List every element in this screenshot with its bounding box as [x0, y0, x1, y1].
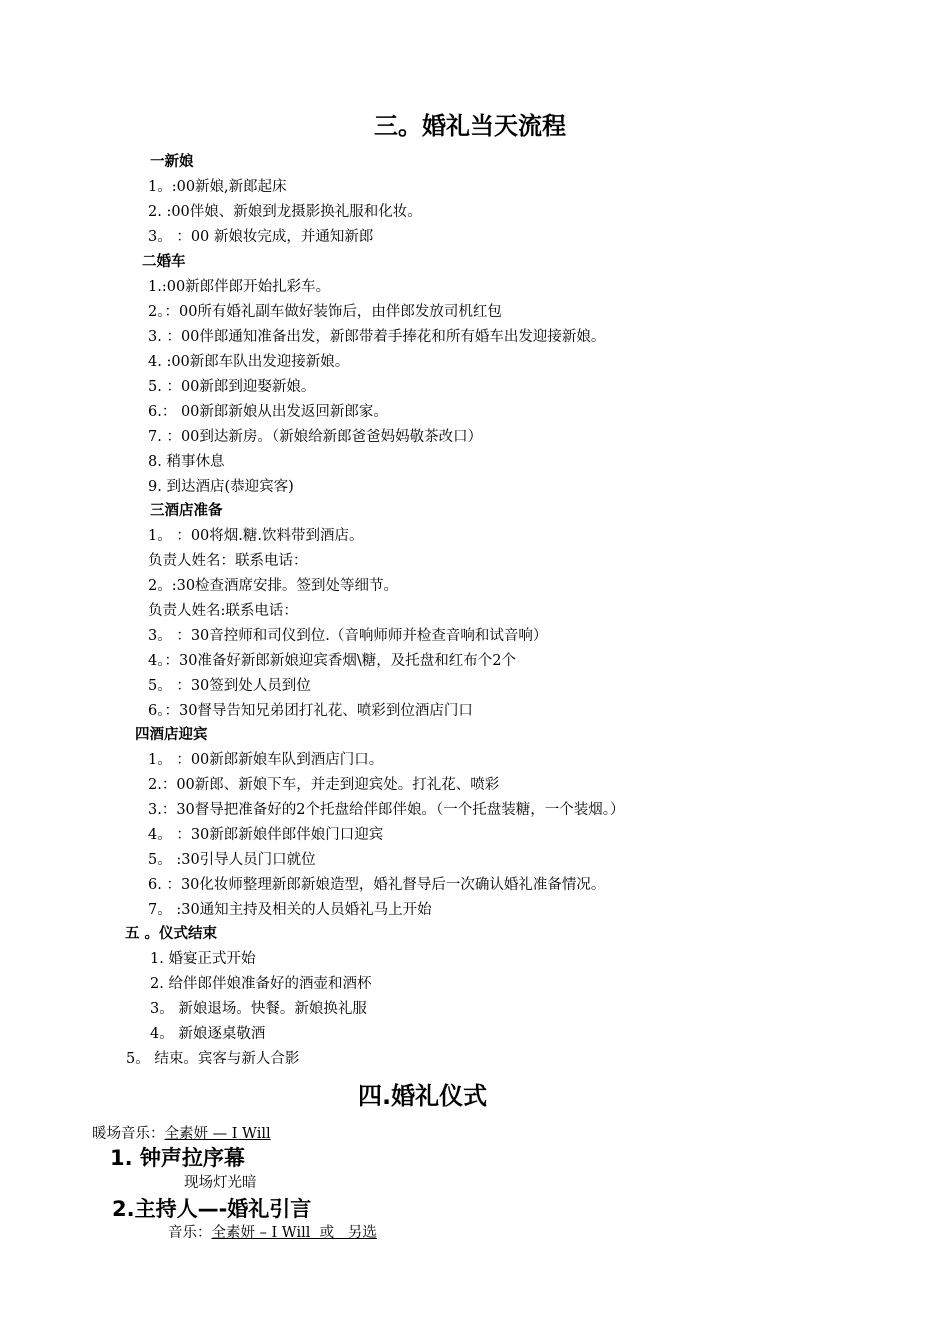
hotel-prep-item: 6。：30督导告知兄弟团打礼花、喷彩到位酒店门口 — [148, 703, 473, 719]
step1-title: 1. 钟声拉序幕 — [110, 1146, 245, 1170]
car-item: 3. ：00伴郎通知准备出发，新郎带着手捧花和所有婚车出发迎接新娘。 — [148, 329, 606, 345]
hotel-welcome-item: 6. ：30化妆师整理新郎新娘造型，婚礼督导后一次确认婚礼准备情况。 — [148, 877, 606, 893]
car-item: 6.： 00新郎新娘从出发返回新郎家。 — [148, 404, 388, 420]
bride-item: 3。 ：00 新娘妆完成，并通知新郎 — [148, 229, 374, 245]
car-item: 4. :00新郎车队出发迎接新娘。 — [148, 354, 350, 370]
bride-item: 2. :00伴娘、新娘到龙摄影换礼服和化妆。 — [148, 204, 422, 220]
ceremony-end-item: 3。 新娘退场。快餐。新娘换礼服 — [150, 1001, 367, 1017]
warmup-label: 暖场音乐： — [92, 1126, 165, 1142]
hotel-welcome-item: 4。 ：30新郎新娘伴郎伴娘门口迎宾 — [148, 827, 384, 843]
hotel-prep-item: 1。 ：00将烟.糖.饮料带到酒店。 — [148, 528, 364, 544]
hotel-prep-item: 3。 ：30音控师和司仪到位.（音响师师并检查音响和试音响） — [148, 628, 548, 644]
step1-note: 现场灯光暗 — [184, 1175, 257, 1191]
car-item: 1.:00新郎伴郎开始扎彩车。 — [148, 279, 331, 295]
hotel-welcome-heading: 四酒店迎宾 — [135, 727, 208, 743]
section-title: 四.婚礼仪式 — [358, 1082, 488, 1110]
step2-label: 音乐： — [168, 1225, 212, 1241]
car-item: 2。：00所有婚礼副车做好装饰后，由伴郎发放司机红包 — [148, 304, 502, 320]
step2-title: 2.主持人—-婚礼引言 — [112, 1197, 312, 1221]
ceremony-end-item: 4。 新娘逐桌敬酒 — [150, 1026, 266, 1042]
hotel-prep-heading: 三酒店准备 — [150, 503, 223, 519]
hotel-prep-item: 4。：30准备好新郎新娘迎宾香烟\糖，及托盘和红布个2个 — [148, 653, 517, 669]
section-title: 三。婚礼当天流程 — [374, 112, 566, 140]
ceremony-end-item: 1. 婚宴正式开始 — [150, 951, 256, 967]
car-heading: 二婚车 — [142, 254, 186, 270]
bride-item: 1。:00新娘,新郎起床 — [148, 179, 287, 195]
car-item: 7. ：00到达新房。（新娘给新郎爸爸妈妈敬茶改口） — [148, 429, 483, 445]
warmup-music-line — [92, 1124, 271, 1144]
hotel-prep-item: 2。:30检查酒席安排。签到处等细节。 — [148, 578, 399, 594]
step2-music-line — [168, 1223, 377, 1243]
ceremony-end-heading: 五 。仪式结束 — [125, 926, 218, 942]
ceremony-end-item: 2. 给伴郎伴娘准备好的酒壶和酒杯 — [150, 976, 372, 992]
hotel-welcome-item: 7。 :30通知主持及相关的人员婚礼马上开始 — [148, 902, 432, 918]
warmup-music: 全素妍 — I Will — [164, 1126, 271, 1142]
car-item: 9. 到达酒店(恭迎宾客) — [148, 479, 294, 495]
hotel-prep-item: 5。 ：30签到处人员到位 — [148, 678, 311, 694]
hotel-prep-item: 负责人姓名:联系电话： — [148, 603, 298, 619]
ceremony-end-item: 5。 结束。宾客与新人合影 — [126, 1051, 300, 1067]
hotel-welcome-item: 3.：30督导把准备好的2个托盘给伴郎伴娘。（一个托盘装糖，一个装烟。） — [148, 802, 625, 818]
hotel-prep-item: 负责人姓名：联系电话： — [148, 553, 308, 569]
car-item: 8. 稍事休息 — [148, 454, 225, 470]
bride-heading: 一新娘 — [150, 154, 194, 170]
hotel-welcome-item: 5。 :30引导人员门口就位 — [148, 852, 316, 868]
car-item: 5. ：00新郎到迎娶新娘。 — [148, 379, 316, 395]
hotel-welcome-item: 2.：00新郎、新娘下车，并走到迎宾处。打礼花、喷彩 — [148, 777, 500, 793]
step2-music: 全素妍 – I Will 或 另选 — [211, 1225, 377, 1241]
hotel-welcome-item: 1。 ：00新郎新娘车队到酒店门口。 — [148, 752, 384, 768]
